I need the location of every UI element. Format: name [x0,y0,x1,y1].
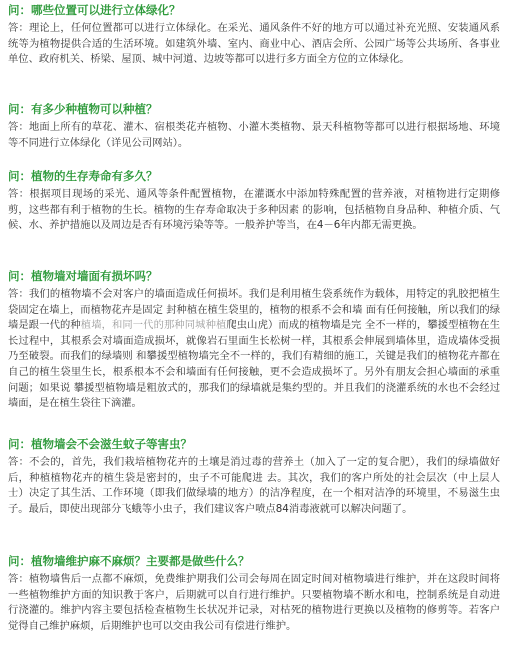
question-heading: 问：有多少种植物可以种植？ [8,102,158,116]
question-heading: 问：植物墙对墙面有损坏吗？ [8,269,158,283]
faq-item-3 [8,168,500,234]
answer-text: 答：不会的，首先，我们栽培植物花卉的土壤是消过毒的营养土（加入了一定的复合肥），我们的绿墙做好后，种植植物花卉的植生袋是密封的，虫子不可能爬进 去。其次，我们的客户所处的社会层次（中上层人士）决定了其生活、工作环境（即我们做绿墙的地方）的洁净程度，在一个相对洁净的环境里，不易滋生虫子。最后，即使出现部分飞蛾等小虫子，我们建议客户喷点84消毒液就可以解决问题了。 [8,456,500,515]
answer-text: 答：地面上所有的草花、灌木、宿根类花卉植物、小灌木类植物、景天科植物等都可以进行根据场地、环境等不同进行立体绿化（详见公司网站）。 [8,121,500,149]
question-heading: 问：植物墙会不会滋生蚊子等害虫？ [8,437,192,451]
faq-item-4 [8,268,500,412]
question-heading: 问：植物墙维护麻不麻烦？主要都是做些什么？ [8,554,250,568]
question-heading: 问：哪些位置可以进行立体绿化？ [8,3,181,17]
answer-text-part2: 爬虫山虎）而成的植物墙是完 全不一样的，攀援型植物在生长过程中，其根系会对墙面造成损坏，就像岩石里面生长松树一样，其根系会伸展到墙体里，造成墙体受损乃至破裂。而我们的绿墙则 和攀援型植物墙完全不一样的，我们有精细的施工，关键是我们的植物花卉都在自己的植生袋里生长，根系根本不会和墙面有任何接触，更不会造成损坏了。另外有朋友会担心墙面的承重问题；如果说 攀援型植物墙是粗放式的，那我们的绿墙就是集约型的。并且我们的浇灌系统的水也不会经过墙面，是在植生袋往下滴灌。 [8,319,501,410]
faq-item-1 [8,2,500,68]
answer-text: 答：根据项目现场的采光、通风等条件配置植物，在灌溉水中添加特殊配置的营养液，对植物进行定期修剪，这些都有利于植物的生长。植物的生存寿命取决于多种因素 的影响，包括植物自身品种、种植介质、气候、水、养护措施以及周边是否有环境污染等等。一般养护等当，在4－6年内都无需更换。 [8,188,500,232]
faq-item-2 [8,101,500,151]
question-heading: 问：植物的生存寿命有多久？ [8,169,158,183]
answer-text: 答：植物墙售后一点都不麻烦，免费维护期我们公司会每周在固定时间对植物墙进行维护，并在这段时间将一些植物维护方面的知识教于客户，后期就可以自行进行维护。只要植物墙不断水和电，控制系统是自动进行浇灌的。维护内容主要包括检查植物生长状况并记录，对枯死的植物进行更换以及植物的修剪等。若客户觉得自己维护麻烦，后期维护也可以交由我公司有偿进行维护。 [8,573,500,632]
answer-text: 答：理论上，任何位置都可以进行立体绿化。在采光、通风条件不好的地方可以通过补充光照、安装通风系统等为植物提供合适的生活环境。如建筑外墙、室内、商业中心、酒店会所、公园广场等公共场所、各事业单位、政府机关、桥梁、屋顶、城中河道、边坡等都可以进行多方面全方位的立体绿化。 [8,22,500,66]
faq-item-6 [8,553,500,634]
answer-text-struck: 植墙，和同一代的那种同城种植 [80,319,227,332]
answer-text [8,287,500,412]
answer-text-part1: 答：我们的植物墙不会对客户的墙面造成任何损坏。我们是利用植生袋系统作为载体，用特定的乳胶把植生袋固定在墙上，而植物花卉是固定 封种植在植生袋里的，植物的根系不会和墙 面有任何接触，所以我们的绿墙是跟一代的种 [8,288,500,332]
faq-item-5 [8,436,500,517]
